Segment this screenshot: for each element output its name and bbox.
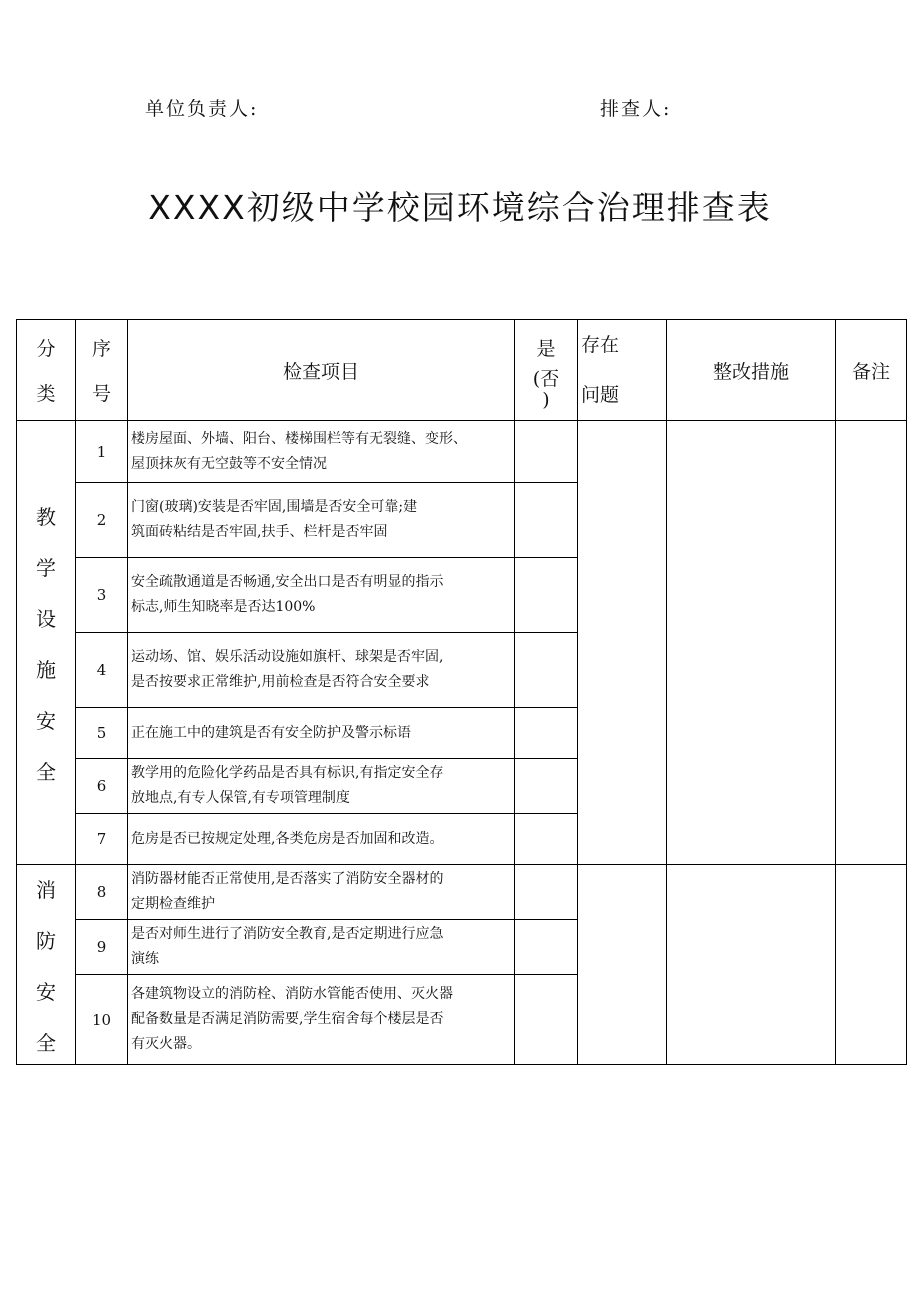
header-category: 分 类 (17, 320, 76, 421)
header-remark: 备注 (836, 320, 907, 421)
check-item (128, 814, 515, 865)
check-item-line: 楼房屋面、外墙、阳台、楼梯围栏等有无裂缝、变形、 (131, 430, 467, 447)
yes-no-cell[interactable] (515, 633, 578, 708)
problem-cell[interactable] (578, 865, 667, 1065)
category-char: 施 (36, 657, 56, 682)
check-item-line: 屋顶抹灰有无空鼓等不安全情况 (131, 455, 327, 472)
category-cell (17, 421, 76, 865)
check-item-line: 有灭火器。 (131, 1036, 201, 1052)
check-item-line: 消防器材能否正常使用,是否落实了消防安全器材的 (131, 871, 444, 887)
category-char: 学 (36, 555, 56, 580)
category-char: 设 (36, 606, 56, 631)
check-item-line: 是否对师生进行了消防安全教育,是否定期进行应急 (131, 926, 444, 942)
category-char: 安 (36, 979, 56, 1004)
header-row (17, 320, 907, 421)
remark-cell[interactable] (836, 421, 907, 865)
serial-number: 2 (76, 483, 128, 558)
check-item-line: 运动场、馆、娱乐活动设施如旗杆、球架是否牢固, (131, 649, 444, 665)
header-rectify: 整改措施 (667, 320, 836, 421)
check-item-line: 安全疏散通道是否畅通,安全出口是否有明显的指示 (131, 574, 444, 590)
table-row (17, 421, 907, 483)
check-item-line: 各建筑物设立的消防栓、消防水管能否使用、灭火器 (131, 986, 453, 1002)
category-cell (17, 865, 76, 1065)
inspector-label: 排查人: (600, 98, 672, 120)
header-problem: 存在 问题 (578, 320, 667, 421)
problem-cell[interactable] (578, 421, 667, 865)
header-item: 检查项目 (128, 320, 515, 421)
rectify-cell[interactable] (667, 865, 836, 1065)
serial-number: 1 (76, 421, 128, 483)
check-item (128, 558, 515, 633)
check-item (128, 483, 515, 558)
yes-no-cell[interactable] (515, 920, 578, 975)
yes-no-cell[interactable] (515, 975, 578, 1065)
category-char: 全 (36, 759, 56, 784)
check-item (128, 708, 515, 759)
yes-no-cell[interactable] (515, 558, 578, 633)
yes-no-cell[interactable] (515, 708, 578, 759)
unit-head-label: 单位负责人: (145, 98, 259, 120)
serial-number: 7 (76, 814, 128, 865)
check-item (128, 633, 515, 708)
serial-number: 6 (76, 759, 128, 814)
check-item-line: 配备数量是否满足消防需要,学生宿舍每个楼层是否 (131, 1011, 444, 1027)
check-item-line: 定期检查维护 (131, 896, 215, 912)
check-item-line: 是否按要求正常维护,用前检查是否符合安全要求 (131, 674, 430, 690)
check-item-line: 筑面砖粘结是否牢固,扶手、栏杆是否牢固 (131, 524, 388, 540)
serial-number: 9 (76, 920, 128, 975)
serial-number: 5 (76, 708, 128, 759)
serial-number: 10 (76, 975, 128, 1065)
category-char: 防 (36, 928, 56, 953)
table-row (17, 865, 907, 920)
category-char: 安 (36, 708, 56, 733)
check-item-line: 放地点,有专人保管,有专项管理制度 (131, 790, 350, 806)
category-char: 教 (36, 504, 56, 529)
serial-number: 8 (76, 865, 128, 920)
remark-cell[interactable] (836, 865, 907, 1065)
serial-number: 4 (76, 633, 128, 708)
yes-no-cell[interactable] (515, 814, 578, 865)
check-item-line: 教学用的危险化学药品是否具有标识,有指定安全存 (131, 765, 444, 781)
yes-no-cell[interactable] (515, 865, 578, 920)
yes-no-cell[interactable] (515, 421, 578, 483)
serial-number: 3 (76, 558, 128, 633)
rectify-cell[interactable] (667, 421, 836, 865)
category-char: 消 (36, 877, 56, 902)
check-item (128, 759, 515, 814)
check-item (128, 421, 515, 483)
inspection-table (16, 319, 907, 1065)
check-item-line: 演练 (131, 951, 159, 967)
check-item-line: 正在施工中的建筑是否有安全防护及警示标语 (131, 724, 411, 741)
check-item (128, 865, 515, 920)
check-item-line: 门窗(玻璃)安装是否牢固,围墙是否安全可靠;建 (131, 499, 418, 515)
header-serial: 序 号 (76, 320, 128, 421)
check-item (128, 975, 515, 1065)
check-item-line: 危房是否已按规定处理,各类危房是否加固和改造。 (131, 830, 444, 847)
header-yes-no: 是 (否 ) (515, 320, 578, 421)
check-item-line: 标志,师生知晓率是否达100% (131, 599, 316, 615)
page-title: XXXX初级中学校园环境综合治理排查表 (148, 188, 772, 227)
yes-no-cell[interactable] (515, 483, 578, 558)
check-item (128, 920, 515, 975)
yes-no-cell[interactable] (515, 759, 578, 814)
category-char: 全 (36, 1030, 56, 1055)
